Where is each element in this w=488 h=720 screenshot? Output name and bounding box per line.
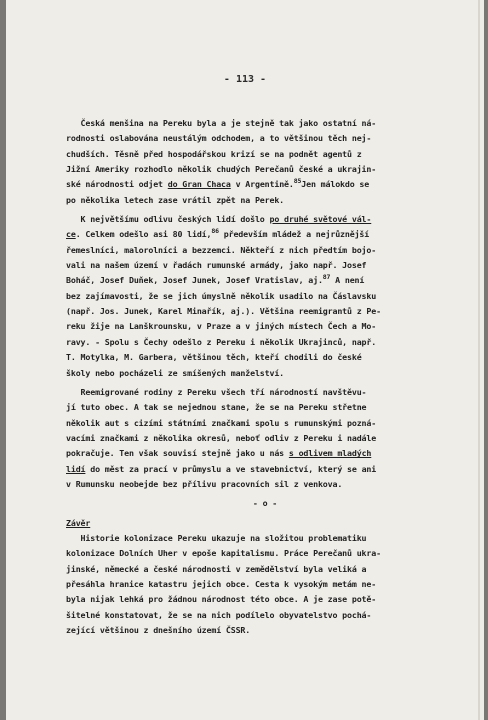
paragraph [66,516,464,639]
text-line [66,496,464,511]
text-span: vali na našem území v řadách rumunské armády, jako např. Josef [66,260,367,271]
text-line [66,446,464,461]
text-line [66,592,464,607]
paragraph [66,385,464,492]
text-span: A není [330,275,365,286]
page-number: - 113 - [223,74,267,85]
text-span: . Celkem odešlo asi 80 lidí, [75,229,212,240]
text-line [66,335,464,350]
text-span: přesáhla hranice katastru jejich obce. Cesta k vysokým metám ne- [66,578,377,589]
text-line [66,477,464,492]
underlined-text: ce [66,229,76,240]
underlined-text: po druhé světové vál- [269,214,372,225]
text-line [66,177,464,192]
text-span: po několika letech zase vrátil zpět na Perek. [66,194,285,205]
underlined-text: Závěr [66,517,91,528]
text-line [66,243,464,258]
text-span: chudších. Těsně před hospodářskou krizí se na podnět agentů z [66,148,362,159]
text-span: T. Motylka, M. Garbera, většinou těch, kteří chodili do české [66,352,362,363]
text-span: Jižní Ameriky rozhodlo několik chudých Perečanů české a ukrajin- [66,164,377,175]
text-line [66,562,464,577]
text-line [66,289,464,304]
text-span: školy nebo pocházeli ze smíšených manželství. [66,367,285,378]
text-span: v Argentině. [230,179,294,190]
text-span: byla nijak lehká pro žádnou národnost této obce. A je zase potě- [66,594,377,605]
text-line [66,350,464,365]
footnote-ref: 86 [211,227,219,236]
text-span: - o - [252,498,278,509]
underlined-text: lidí [66,463,86,474]
section-separator [66,496,464,511]
paragraph [66,212,464,381]
text-span: v Rumunsku neobejde bez přílivu pracovních sil z venkova. [66,478,343,489]
text-span: ravy. - Spolu s Čechy odešlo z Pereku i několik Ukrajinců, např. [66,336,377,347]
text-line [66,531,464,546]
text-line [66,416,464,431]
text-line [66,546,464,561]
text-span: Boháč, Josef Duňek, Josef Junek, Josef Vratislav, aj. [66,275,323,286]
text-span: řemeslníci, malorolníci a bezzemci. Někteří z nich předtím bojo- [66,244,377,255]
text-line [66,516,464,531]
text-span: jí tuto obec. A tak se nejednou stane, že se na Pereku střetne [66,402,367,413]
text-line [66,431,464,446]
text-line [66,385,464,400]
text-span: kolonizace Dolních Uher v epoše kapitalismu. Práce Perečanů ukra- [66,548,381,559]
text-span: bez zajímavosti, že se jich úmyslně několik usadilo na Čáslavsku [66,290,377,301]
text-span: rodnosti oslabována neustálým odchodem, a to většinou těch nej- [66,133,372,144]
text-line [66,608,464,623]
text-line [66,162,464,177]
page-edge [478,0,480,720]
text-line [66,623,464,638]
document-page [6,0,484,720]
text-span: Česká menšina na Pereku byla a je stejně tak jako ostatní ná- [66,118,377,128]
text-line [66,212,464,227]
text-span: jinské, německé a české národnosti v zemědělství byla veliká a [66,563,367,574]
footnote-ref: 85 [293,177,302,186]
text-span: pokračuje. Ten však souvisí stejně jako u nás [66,448,289,459]
underlined-text: s odlivem mladých [288,448,372,459]
text-span: Historie kolonizace Pereku ukazuje na složitou problematiku [66,532,367,543]
text-line [66,400,464,415]
text-line [66,258,464,273]
text-span: několik aut s cizími státními značkami spolu s rumunskými pozná- [66,417,377,428]
text-span: Jen málokdo se [301,179,370,190]
text-span: K největšímu odlivu českých lidí došlo [66,214,270,225]
text-span: (např. Jos. Junek, Karel Minařík, aj.). Většina reemigrantů z Pe- [66,306,381,317]
text-line [66,116,464,131]
text-line [66,227,464,242]
text-line [66,462,464,477]
text-span: ské národnosti odjet [66,179,168,190]
text-line [66,577,464,592]
text-span: zející většinou z dnešního území ČSSR. [66,625,251,635]
underlined-text: do Gran Chaca [167,179,231,190]
text-line [66,366,464,381]
text-span: šitelné konstatovat, že se na nich podílelo obyvatelstvo pochá- [66,609,372,620]
text-line [66,273,464,288]
text-span: především mládež a nejrůznější [218,229,370,240]
text-line [66,319,464,334]
paragraph [66,116,464,208]
body-text [66,116,464,642]
footnote-ref: 87 [322,273,331,282]
text-line [66,193,464,208]
text-span: reku žije na Lanškrounsku, v Praze a v jiných místech Čech a Mo- [66,321,377,332]
text-span: vacími značkami z několika okresů, neboť odliv z Pereku i nadále [66,432,377,443]
text-span: do měst za prací v průmyslu a ve stavebnictví, který se ani [85,463,377,474]
text-line [66,147,464,162]
text-line [66,304,464,319]
text-span: Reemigrované rodiny z Pereku všech tří národností navštěvu- [66,386,367,397]
text-line [66,131,464,146]
paragraph-gap [66,638,464,642]
